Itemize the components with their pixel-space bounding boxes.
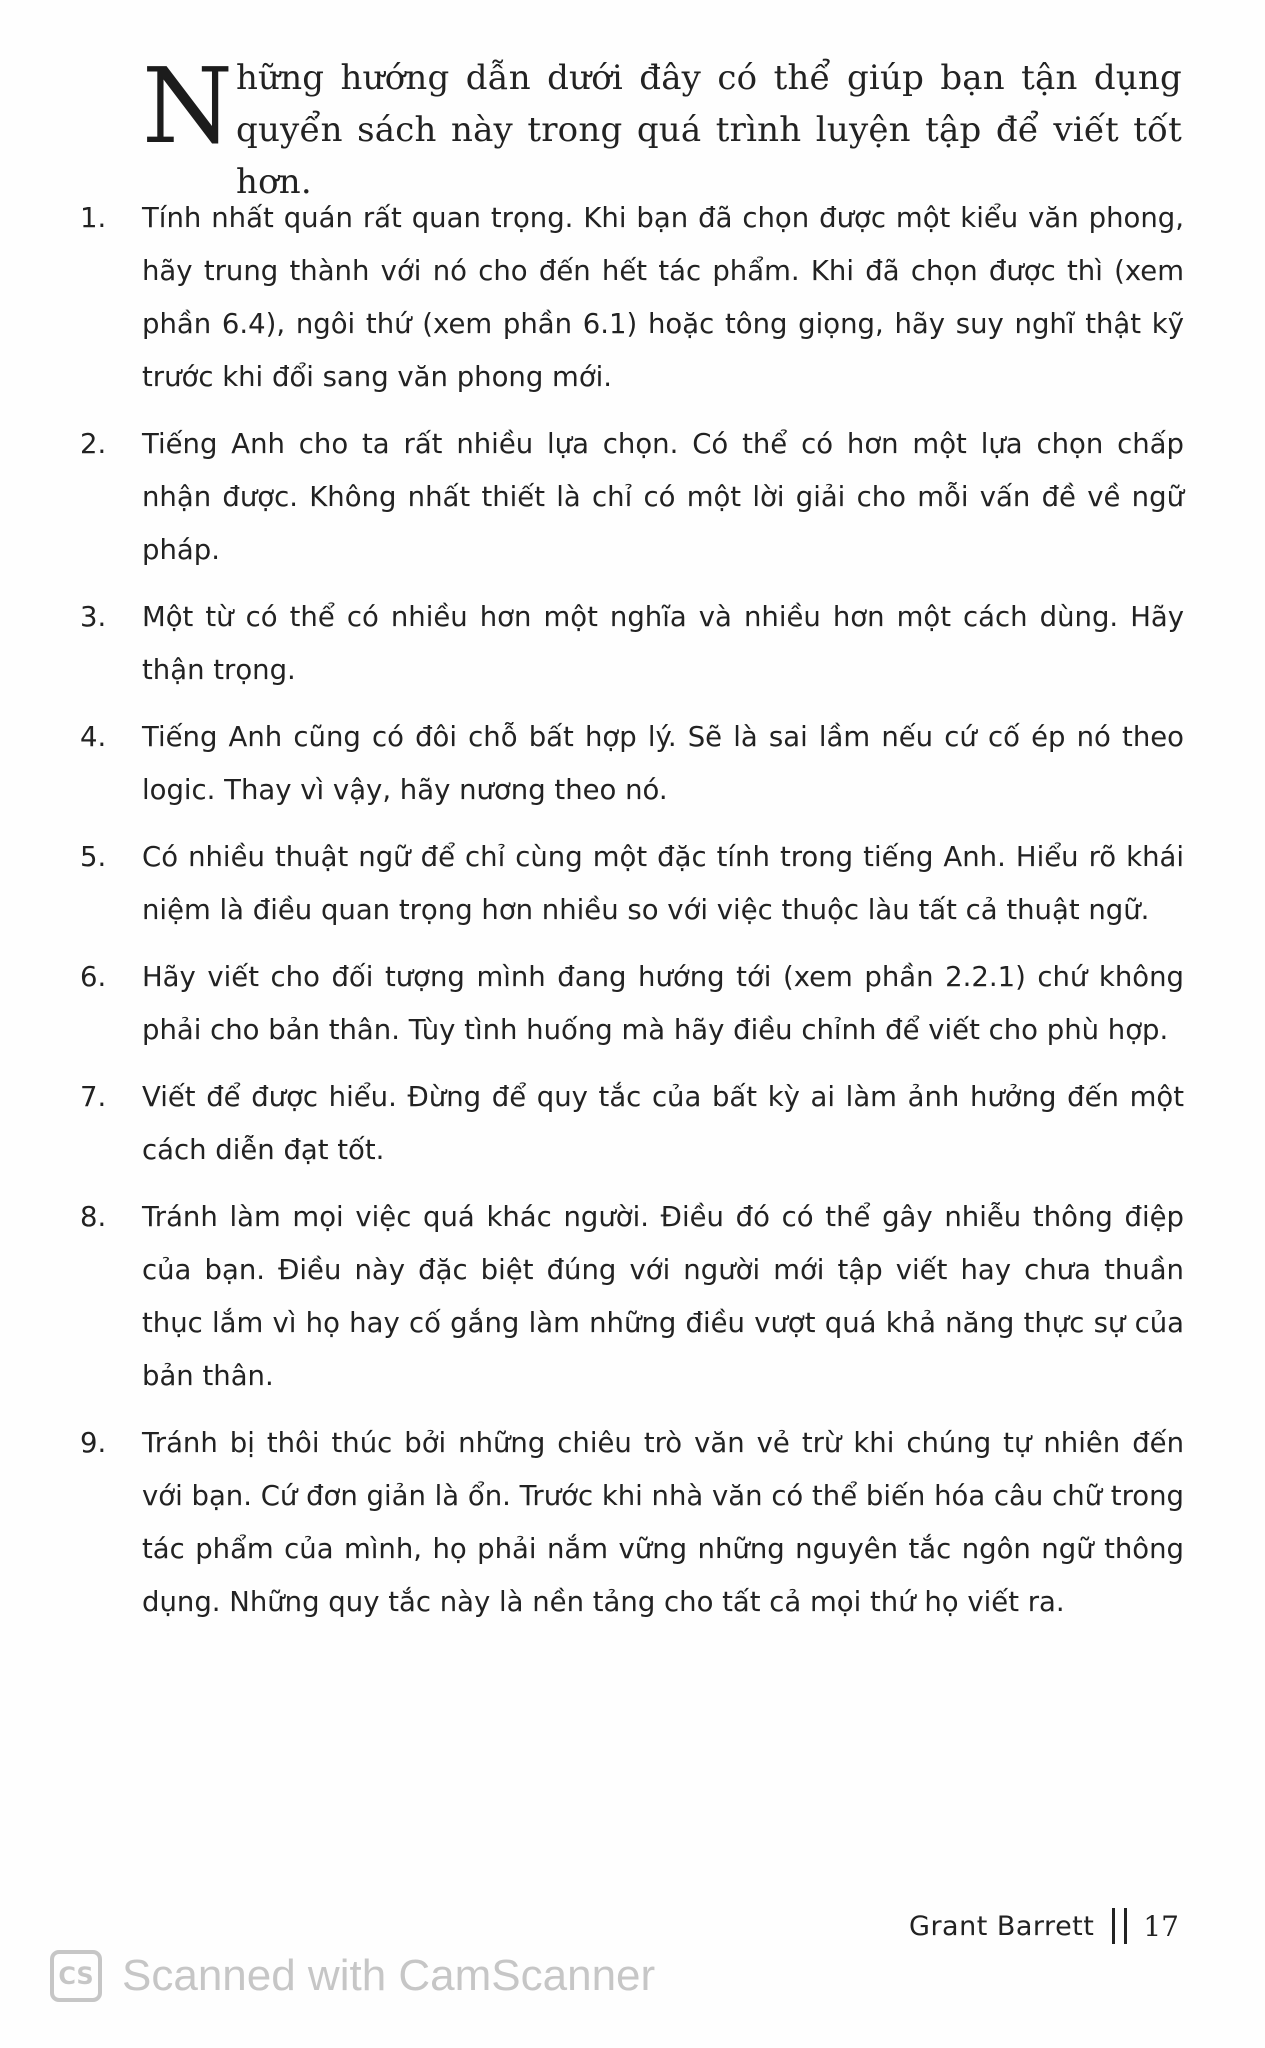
item-number: 2. [80,428,107,460]
list-item [80,831,1184,937]
item-text: Một từ có thể có nhiều hơn một nghĩa và nhiều hơn một cách dùng. Hãy thận trọng. [142,601,1184,686]
item-number: 4. [80,721,107,753]
author-name: Grant Barrett [909,1910,1095,1942]
item-number: 8. [80,1201,107,1233]
camscanner-logo-icon: CS [50,1950,102,2002]
item-number: 5. [80,841,107,873]
item-text: Tránh làm mọi việc quá khác người. Điều đó có thể gây nhiễu thông điệp của bạn. Điều này đặc biệt đúng với người mới tập viết hay chưa thuần thục lắm vì họ hay cố gắng làm những điều vượt quá khả năng thực sự của bản thân. [142,1201,1184,1392]
item-number: 9. [80,1427,107,1459]
separator-bars [1112,1908,1127,1944]
list-item [80,1071,1184,1177]
item-number: 1. [80,202,107,234]
item-text: Có nhiều thuật ngữ để chỉ cùng một đặc tính trong tiếng Anh. Hiểu rõ khái niệm là điều quan trọng hơn nhiều so với việc thuộc làu tất cả thuật ngữ. [142,841,1184,926]
list-item [80,192,1184,404]
list-item [80,591,1184,697]
item-text: Tránh bị thôi thúc bởi những chiêu trò văn vẻ trừ khi chúng tự nhiên đến với bạn. Cứ đơn giản là ổn. Trước khi nhà văn có thể biến hóa câu chữ trong tác phẩm của mình, họ phải nắm vững những nguyên tắc ngôn ngữ thông dụng. Những quy tắc này là nền tảng cho tất cả mọi thứ họ viết ra. [142,1427,1184,1618]
intro-text: hững hướng dẫn dưới đây có thể giúp bạn tận dụng quyển sách này trong quá trình luyện tập để viết tốt hơn. [236,58,1182,202]
list-item [80,1191,1184,1403]
item-text: Viết để được hiểu. Đừng để quy tắc của bất kỳ ai làm ảnh hưởng đến một cách diễn đạt tốt. [142,1081,1184,1166]
watermark-text: Scanned with CamScanner [122,1951,656,2000]
page-number: 17 [1143,1909,1179,1943]
list-item [80,951,1184,1057]
list-item [80,418,1184,577]
item-text: Tính nhất quán rất quan trọng. Khi bạn đã chọn được một kiểu văn phong, hãy trung thành với nó cho đến hết tác phẩm. Khi đã chọn được thì (xem phần 6.4), ngôi thứ (xem phần 6.1) hoặc tông giọng, hãy suy nghĩ thật kỹ trước khi đổi sang văn phong mới. [142,202,1184,393]
item-text: Tiếng Anh cho ta rất nhiều lựa chọn. Có thể có hơn một lựa chọn chấp nhận được. Không nhất thiết là chỉ có một lời giải cho mỗi vấn đề về ngữ pháp. [142,428,1184,566]
guideline-list [80,192,1184,1643]
list-item [80,1417,1184,1629]
scanner-watermark [50,1950,655,2002]
page-footer [909,1908,1179,1944]
item-text: Tiếng Anh cũng có đôi chỗ bất hợp lý. Sẽ là sai lầm nếu cứ cố ép nó theo logic. Thay vì vậy, hãy nương theo nó. [142,721,1184,806]
item-text: Hãy viết cho đối tượng mình đang hướng tới (xem phần 2.2.1) chứ không phải cho bản thân. Tùy tình huống mà hãy điều chỉnh để viết cho phù hợp. [142,961,1184,1046]
item-number: 6. [80,961,107,993]
drop-cap: N [142,45,233,167]
intro-paragraph [142,45,1182,208]
item-number: 7. [80,1081,107,1113]
item-number: 3. [80,601,107,633]
list-item [80,711,1184,817]
